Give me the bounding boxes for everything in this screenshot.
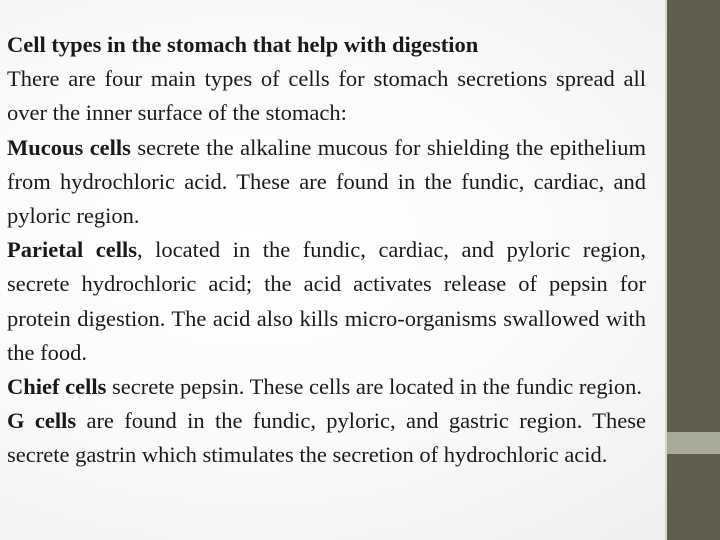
cell-term: Chief cells: [7, 374, 107, 400]
cell-g-paragraph: [7, 404, 646, 472]
sidebar-accent-stripe: [667, 432, 720, 454]
cell-description: , located in the fundic, cardiac, and pyloric region, secrete hydrochloric acid; the acid activates release of pepsin for protein digestion. The acid also kills micro-organisms swallowed with the food.: [7, 237, 646, 365]
cell-mucous-paragraph: [7, 131, 646, 234]
cell-term: Mucous cells: [7, 134, 131, 160]
cell-chief-paragraph: [7, 370, 646, 404]
cell-parietal-paragraph: [7, 233, 646, 370]
cell-term: Parietal cells: [7, 237, 137, 263]
decorative-sidebar: [667, 0, 720, 540]
cell-description: secrete the alkaline mucous for shielding the epithelium from hydrochloric acid. These are found in the fundic, cardiac, and pyloric region.: [7, 134, 646, 229]
intro-paragraph: There are four main types of cells for stomach secretions spread all over the inner surface of the stomach:: [7, 66, 646, 126]
cell-description: are found in the fundic, pyloric, and gastric region. These secrete gastrin which stimulates the secretion of hydrochloric acid.: [7, 408, 646, 468]
slide-title: Cell types in the stomach that help with digestion: [7, 32, 479, 57]
cell-description: secrete pepsin. These cells are located in the fundic region.: [106, 374, 642, 400]
slide-content: [7, 28, 646, 473]
cell-term: G cells: [7, 408, 77, 434]
